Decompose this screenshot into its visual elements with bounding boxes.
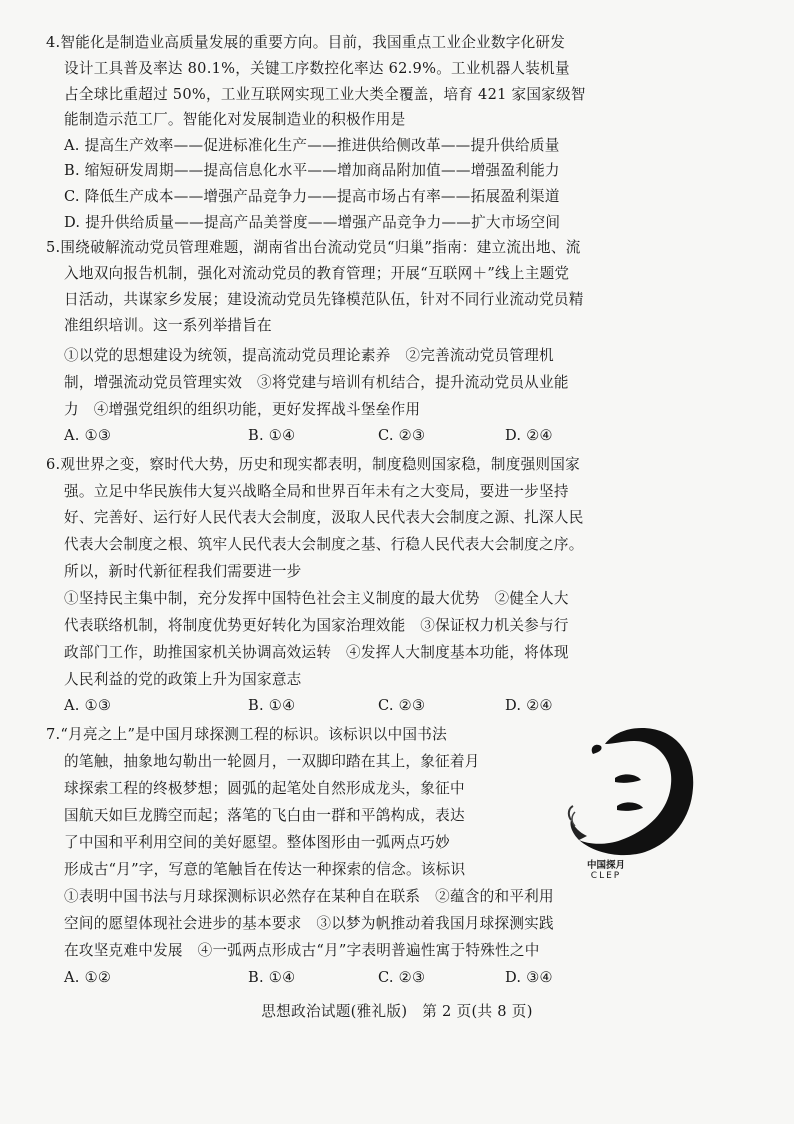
q6-statement-line: 代表联络机制，将制度优势更好转化为国家治理效能 ③保证权力机关参与行 [64,617,569,634]
q6-stem-line: 所以，新时代新征程我们需要进一步 [64,563,302,580]
q5-statement-line: 制，增强流动党员管理实效 ③将党建与培训有机结合，提升流动党员从业能 [64,374,569,391]
q5-statement-line: 力 ④增强党组织的组织功能，更好发挥战斗堡垒作用 [64,401,421,418]
q5-stem-line: 准组织培训。这一系列举措旨在 [64,317,272,334]
q7-statement-line: ①表明中国书法与月球探测标识必然存在某种自在联系 ②蕴含的和平利用 [64,888,554,905]
q6-stem-line: 强。立足中华民族伟大复兴战略全局和世界百年未有之大变局，要进一步坚持 [64,483,569,500]
q7-option-c: C. ②③ [378,969,426,986]
q7-stem-line: 了中国和平利用空间的美好愿望。整体图形由一弧两点巧妙 [64,834,450,851]
q6-stem-line: 6.观世界之变，察时代大势，历史和现实都表明，制度稳则国家稳，制度强则国家 [46,456,580,473]
q7-stem-line: 球探索工程的终极梦想；圆弧的起笔处自然形成龙头，象征中 [64,780,465,797]
q6-stem-line: 代表大会制度之根、筑牢人民代表大会制度之基、行稳人民代表大会制度之序。 [64,536,584,553]
q6-option-d: D. ②④ [505,697,553,714]
q4-option-d: D. 提升供给质量——提高产品美誉度——增强产品竞争力——扩大市场空间 [64,214,561,231]
q7-option-d: D. ③④ [505,969,553,986]
lunar-logo-cn: 中国探月 [586,860,625,871]
lunar-logo-icon [565,722,700,872]
q4-stem-line: 占全球比重超过 50%，工业互联网实现工业大类全覆盖，培育 421 家国家级智 [64,86,586,103]
q4-option-a: A. 提高生产效率——促进标准化生产——推进供给侧改革——提升供给质量 [64,137,560,154]
q6-option-b: B. ①④ [248,697,296,714]
q7-stem-line: 的笔触，抽象地勾勒出一轮圆月，一双脚印踏在其上，象征着月 [64,753,480,770]
q4-stem-line: 设计工具普及率达 80.1%，关键工序数控化率达 62.9%。工业机器人装机量 [64,60,570,77]
q6-stem-line: 好、完善好、运行好人民代表大会制度，汲取人民代表大会制度之源、扎深人民 [64,509,584,526]
q5-option-d: D. ②④ [505,427,553,444]
q7-option-a: A. ①② [64,969,112,986]
lunar-logo-en: CLEP [590,871,622,881]
q4-stem-line: 能制造示范工厂。智能化对发展制造业的积极作用是 [64,111,406,128]
q6-statement-line: 政部门工作，助推国家机关协调高效运转 ④发挥人大制度基本功能，将体现 [64,644,569,661]
q5-stem-line: 日活动，共谋家乡发展；建设流动党员先锋模范队伍，针对不同行业流动党员精 [64,291,584,308]
q7-statement-line: 在攻坚克难中发展 ④一弧两点形成古“月”字表明普遍性寓于特殊性之中 [64,942,540,959]
q7-stem-line: 7.“月亮之上”是中国月球探测工程的标识。该标识以中国书法 [46,726,447,743]
q7-statement-line: 空间的愿望体现社会进步的基本要求 ③以梦为帆推动着我国月球探测实践 [64,915,554,932]
q5-option-a: A. ①③ [64,427,112,444]
q5-stem-line: 入地双向报告机制，强化对流动党员的教育管理；开展“互联网＋”线上主题党 [64,265,570,282]
q6-option-a: A. ①③ [64,697,112,714]
q6-statement-line: ①坚持民主集中制，充分发挥中国特色社会主义制度的最大优势 ②健全人大 [64,590,569,607]
q6-option-c: C. ②③ [378,697,426,714]
q6-statement-line: 人民利益的党的政策上升为国家意志 [64,671,302,688]
q7-stem-line: 国航天如巨龙腾空而起；落笔的飞白由一群和平鸽构成，表达 [64,807,465,824]
q5-statement-line: ①以党的思想建设为统领，提高流动党员理论素养 ②完善流动党员管理机 [64,347,554,364]
q5-option-c: C. ②③ [378,427,426,444]
q5-stem-line: 5.围绕破解流动党员管理难题，湖南省出台流动党员“归巢”指南：建立流出地、流 [46,239,581,256]
lunar-logo-caption [578,860,634,882]
q7-option-b: B. ①④ [248,969,296,986]
q5-option-b: B. ①④ [248,427,296,444]
q4-stem-line: 4.智能化是制造业高质量发展的重要方向。目前，我国重点工业企业数字化研发 [46,34,566,51]
q7-stem-line: 形成古“月”字，写意的笔触旨在传达一种探索的信念。该标识 [64,861,466,878]
page-footer: 思想政治试题(雅礼版) 第 2 页(共 8 页) [261,1003,533,1020]
q4-option-c: C. 降低生产成本——增强产品竞争力——提高市场占有率——拓展盈利渠道 [64,188,560,205]
q4-option-b: B. 缩短研发周期——提高信息化水平——增加商品附加值——增强盈利能力 [64,162,560,179]
